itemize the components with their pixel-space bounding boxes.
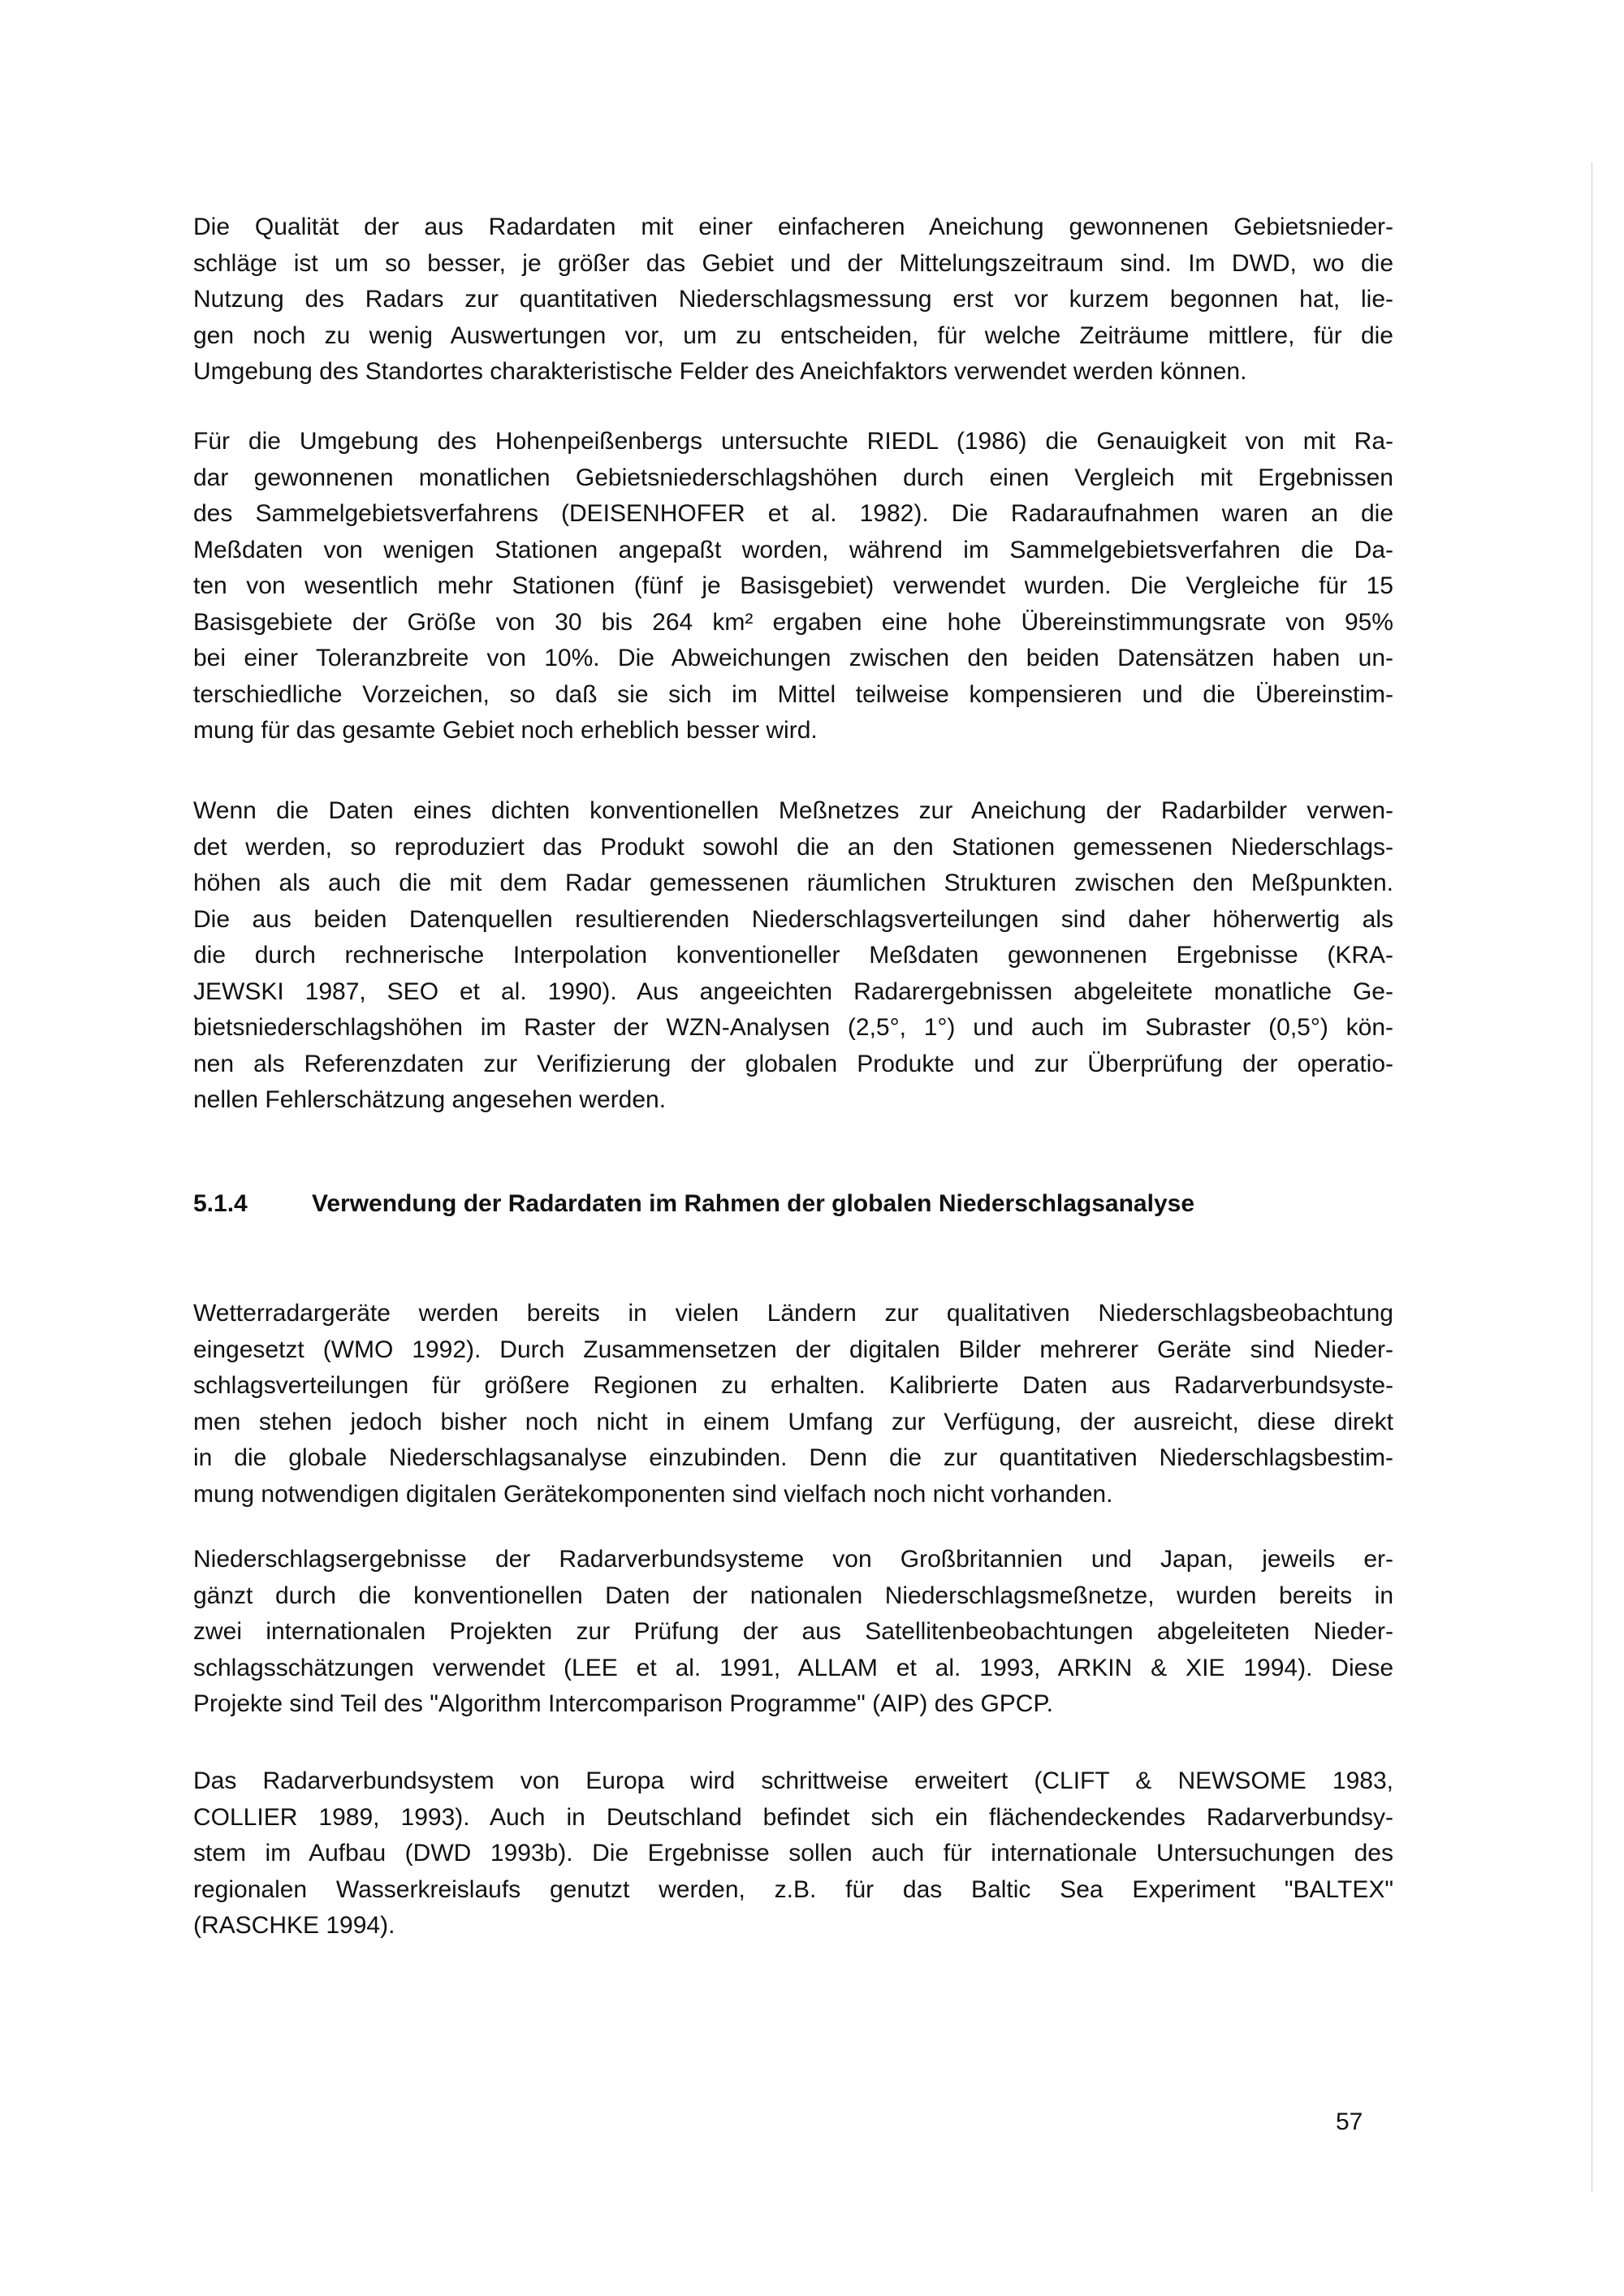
text-line: Basisgebiete der Größe von 30 bis 264 km² ergaben eine hohe Übereinstimmungsrate von 95% (193, 608, 1393, 636)
paragraph-6 (193, 1763, 1393, 1944)
text-line: schläge ist um so besser, je größer das Gebiet und der Mittelungszeitraum sind. Im DWD, wo die (193, 249, 1393, 277)
text-line: bei einer Toleranzbreite von 10%. Die Abweichungen zwischen den beiden Datensätzen haben un- (193, 645, 1393, 671)
text-line: regionalen Wasserkreislaufs genutzt werden, z.B. für das Baltic Sea Experiment "BALTEX" (193, 1875, 1393, 1903)
text-line: schlagsschätzungen verwendet (LEE et al. 1991, ALLAM et al. 1993, ARKIN & XIE 1994). Diese (193, 1654, 1393, 1681)
text-line: Das Radarverbundsystem von Europa wird schrittweise erweitert (CLIFT & NEWSOME 1983, (193, 1767, 1393, 1794)
paragraph-2 (193, 424, 1393, 749)
paragraph-3 (193, 793, 1393, 1119)
text-line: die durch rechnerische Interpolation konventioneller Meßdaten gewonnenen Ergebnisse (KRA- (193, 942, 1393, 969)
text-line: det werden, so reproduziert das Produkt sowohl die an den Stationen gemessenen Niederschlags- (193, 833, 1393, 861)
text-line: Die Qualität der aus Radardaten mit einer einfacheren Aneichung gewonnenen Gebietsnieder- (193, 214, 1393, 240)
text-line: Meßdaten von wenigen Stationen angepaßt worden, während im Sammelgebietsverfahren die Da- (193, 536, 1393, 563)
page-number: 57 (1336, 2108, 1363, 2135)
text-line: eingesetzt (WMO 1992). Durch Zusammensetzen der digitalen Bilder mehrerer Geräte sind Nieder- (193, 1336, 1393, 1363)
text-line: gen noch zu wenig Auswertungen vor, um zu entscheiden, für welche Zeiträume mittlere, für die (193, 322, 1393, 349)
text-line: in die globale Niederschlagsanalyse einzubinden. Denn die zur quantitativen Niederschlagsbestim- (193, 1444, 1393, 1471)
text-line: Nutzung des Radars zur quantitativen Niederschlagsmessung erst vor kurzem begonnen hat, lie- (193, 286, 1393, 313)
text-line: Wetterradargeräte werden bereits in vielen Ländern zur qualitativen Niederschlagsbeobachtung (193, 1300, 1393, 1327)
text-line: gänzt durch die konventionellen Daten der nationalen Niederschlagsmeßnetze, wurden bereits in (193, 1582, 1393, 1609)
text-line: stem im Aufbau (DWD 1993b). Die Ergebnisse sollen auch für internationale Untersuchungen des (193, 1840, 1393, 1867)
text-line: ten von wesentlich mehr Stationen (fünf je Basisgebiet) verwendet wurden. Die Vergleiche für 15 (193, 572, 1393, 599)
text-line: Umgebung des Standortes charakteristische Felder des Aneichfaktors verwendet werden können. (193, 358, 1247, 385)
paragraph-4 (193, 1296, 1393, 1513)
paragraph-5 (193, 1542, 1393, 1723)
text-line: terschiedliche Vorzeichen, so daß sie sich im Mittel teilweise kompensieren und die Übereinstim- (193, 680, 1393, 708)
text-line: des Sammelgebietsverfahrens (DEISENHOFER et al. 1982). Die Radaraufnahmen waren an die (193, 500, 1393, 527)
text-line: schlagsverteilungen für größere Regionen zu erhalten. Kalibrierte Daten aus Radarverbundsyste- (193, 1372, 1393, 1399)
text-line: zwei internationalen Projekten zur Prüfung der aus Satellitenbeobachtungen abgeleiteten Nieder- (193, 1618, 1393, 1645)
text-line: JEWSKI 1987, SEO et al. 1990). Aus angeeichten Radarergebnissen abgeleitete monatliche Ge- (193, 978, 1393, 1005)
text-line: Projekte sind Teil des "Algorithm Intercomparison Programme" (AIP) des GPCP. (193, 1690, 1053, 1717)
text-line: COLLIER 1989, 1993). Auch in Deutschland befindet sich ein flächendeckendes Radarverbundsy- (193, 1803, 1393, 1831)
text-line: mung für das gesamte Gebiet noch erheblich besser wird. (193, 717, 818, 744)
paragraph-1 (193, 209, 1393, 391)
text-line: bietsniederschlagshöhen im Raster der WZN-Analysen (2,5°, 1°) und auch im Subraster (0,5°) kön- (193, 1014, 1393, 1041)
text-line: nellen Fehlerschätzung angesehen werden. (193, 1086, 667, 1113)
text-line: men stehen jedoch bisher noch nicht in einem Umfang zur Verfügung, der ausreicht, diese direkt (193, 1408, 1393, 1435)
section-number: 5.1.4 (193, 1190, 248, 1217)
text-line: dar gewonnenen monatlichen Gebietsniederschlagshöhen durch einen Vergleich mit Ergebnissen (193, 464, 1393, 491)
text-line: höhen als auch die mit dem Radar gemessenen räumlichen Strukturen zwischen den Meßpunkten. (193, 870, 1393, 896)
text-line: (RASCHKE 1994). (193, 1912, 395, 1939)
text-line: mung notwendigen digitalen Gerätekomponenten sind vielfach noch nicht vorhanden. (193, 1480, 1113, 1508)
text-line: nen als Referenzdaten zur Verifizierung der globalen Produkte und zur Überprüfung der operatio- (193, 1050, 1393, 1077)
text-line: Niederschlagsergebnisse der Radarverbundsysteme von Großbritannien und Japan, jeweils er- (193, 1546, 1393, 1573)
text-line: Für die Umgebung des Hohenpeißenbergs untersuchte RIEDL (1986) die Genauigkeit von mit Ra- (193, 428, 1393, 455)
text-line: Wenn die Daten eines dichten konventionellen Meßnetzes zur Aneichung der Radarbilder verwen- (193, 797, 1393, 824)
text-line: Die aus beiden Datenquellen resultierenden Niederschlagsverteilungen sind daher höherwertig als (193, 905, 1393, 933)
section-title: Verwendung der Radardaten im Rahmen der globalen Niederschlagsanalyse (312, 1190, 1195, 1217)
